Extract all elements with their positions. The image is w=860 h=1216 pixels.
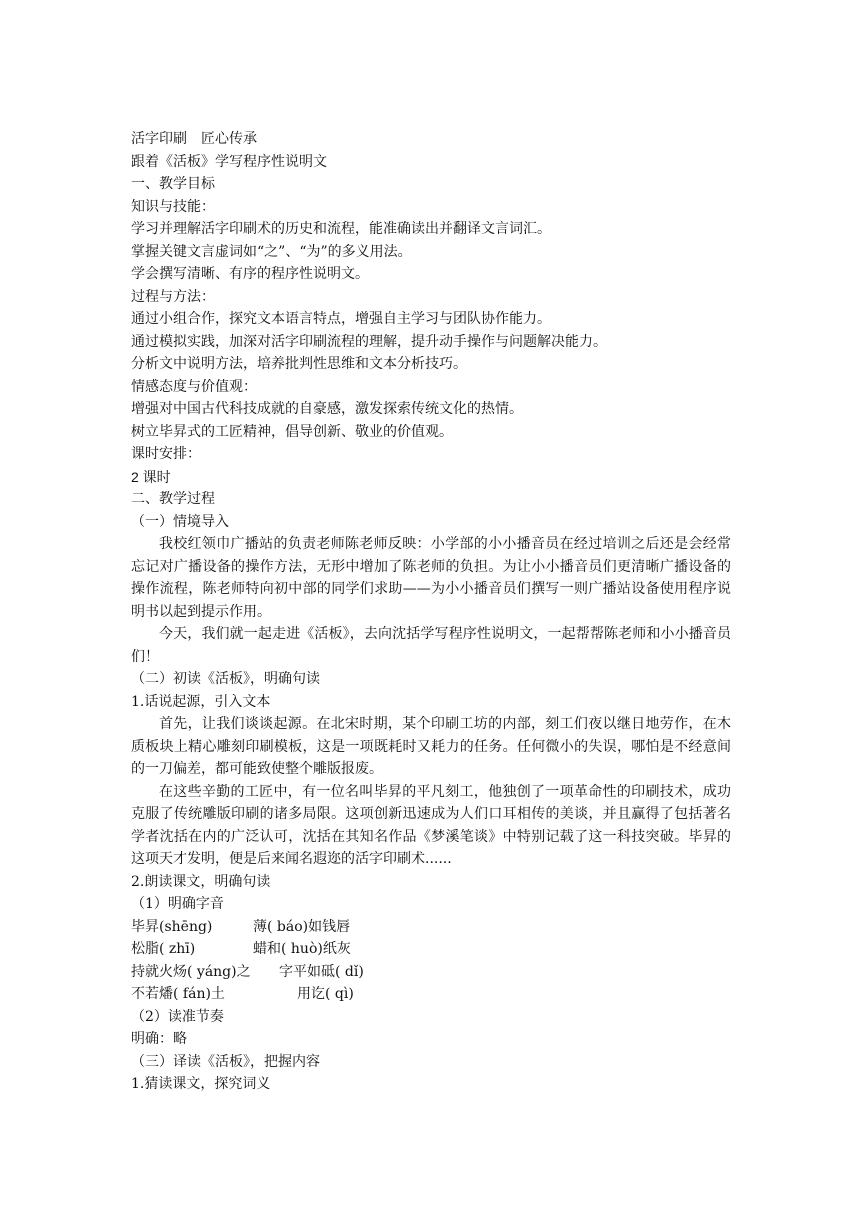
subitem-rhythm: （2）读准节奏 <box>131 1008 224 1025</box>
pronunciation-term: 松脂( zhī) <box>131 941 196 957</box>
clarify-note: 明确：略 <box>131 1031 187 1047</box>
pronunciation-row <box>131 938 731 961</box>
pronunciation-term: 字平如砥( dǐ) <box>279 963 364 980</box>
subitem-pronunciation: （1）明确字音 <box>131 896 224 912</box>
subheading-knowledge: 知识与技能： <box>131 198 215 215</box>
paragraph: 在这些辛勤的工匠中，有一位名叫毕昇的平凡刻工，他独创了一项革命性的印刷技术，成功克服了传统雕版印刷的诸多局限。这项创新迅速成为人们口耳相传的美谈，并且赢得了包括著名学者沈括在内的广泛认可，沈括在其知名作品《梦溪笔谈》中特别记载了这一科技突破。毕昇的这项天才发明，便是后来闻名遐迩的活字印刷术...... <box>131 783 731 867</box>
section-heading-objectives: 一、教学目标 <box>131 176 215 192</box>
objective-line: 分析文中说明方法，培养批判性思维和文本分析技巧。 <box>131 356 467 372</box>
document-body <box>131 128 731 1096</box>
paragraph: 首先，让我们谈谈起源。在北宋时期，某个印刷工坊的内部，刻工们夜以继日地劳作，在木质板块上精心雕刻印刷模板，这是一项既耗时又耗力的任务。任何微小的失误，哪怕是不经意间的一刀偏差，都可能致使整个雕版报废。 <box>131 716 731 777</box>
objective-line: 掌握关键文言虚词如“之”、“为”的多义用法。 <box>131 243 412 260</box>
list-item-origin: 1.话说起源，引入文本 <box>131 693 271 710</box>
pronunciation-term: 蜡和( huò)纸灰 <box>253 941 351 957</box>
pronunciation-term: 毕昇(shēng) <box>131 918 213 935</box>
pronunciation-term: 持就火炀( yáng)之 <box>131 963 251 980</box>
subheading-schedule: 课时安排： <box>131 446 201 462</box>
subsection-translation: （三）译读《活板》，把握内容 <box>131 1053 320 1070</box>
section-heading-process: 二、教学过程 <box>131 491 215 507</box>
objective-line: 增强对中国古代科技成就的自豪感，激发探索传统文化的热情。 <box>131 401 523 417</box>
subsection-intro: （一）情境导入 <box>131 513 229 530</box>
pronunciation-row <box>131 983 731 1006</box>
subheading-process: 过程与方法： <box>131 288 215 305</box>
pronunciation-term: 用讫( qì) <box>297 986 354 1002</box>
subheading-emotion: 情感态度与价值观： <box>131 378 257 395</box>
pronunciation-term: 薄( báo)如钱唇 <box>253 918 351 935</box>
paragraph: 今天，我们就一起走进《活板》，去向沈括学写程序性说明文，一起帮帮陈老师和小小播音员们！ <box>131 626 731 665</box>
schedule-value: 2 课时 <box>131 468 171 485</box>
doc-subtitle: 跟着《活板》学写程序性说明文 <box>131 153 327 170</box>
objective-line: 树立毕昇式的工匠精神，倡导创新、敬业的价值观。 <box>131 423 453 440</box>
objective-line: 通过小组合作，探究文本语言特点，增强自主学习与团队协作能力。 <box>131 311 551 327</box>
subsection-first-reading: （二）初读《活板》，明确句读 <box>131 671 320 687</box>
objective-line: 学习并理解活字印刷术的历史和流程，能准确读出并翻译文言词汇。 <box>131 221 551 237</box>
list-item-guess-reading: 1.猜读课文，探究词义 <box>131 1076 271 1092</box>
pronunciation-row <box>131 916 731 939</box>
objective-line: 通过模拟实践，加深对活字印刷流程的理解，提升动手操作与问题解决能力。 <box>131 333 607 350</box>
objective-line: 学会撰写清晰、有序的程序性说明文。 <box>131 266 369 282</box>
paragraph: 我校红领巾广播站的负责老师陈老师反映：小学部的小小播音员在经过培训之后还是会经常忘记对广播设备的操作方法，无形中增加了陈老师的负担。为让小小播音员们更清晰广播设备的操作流程，陈老师特向初中部的同学们求助——为小小播音员们撰写一则广播站设备使用程序说明书以起到提示作用。 <box>131 536 731 620</box>
list-item-reading: 2.朗读课文，明确句读 <box>131 873 271 890</box>
pronunciation-row <box>131 961 731 984</box>
doc-title: 活字印刷 匠心传承 <box>131 131 257 147</box>
pronunciation-term: 不若燔( fán)土 <box>131 986 225 1002</box>
